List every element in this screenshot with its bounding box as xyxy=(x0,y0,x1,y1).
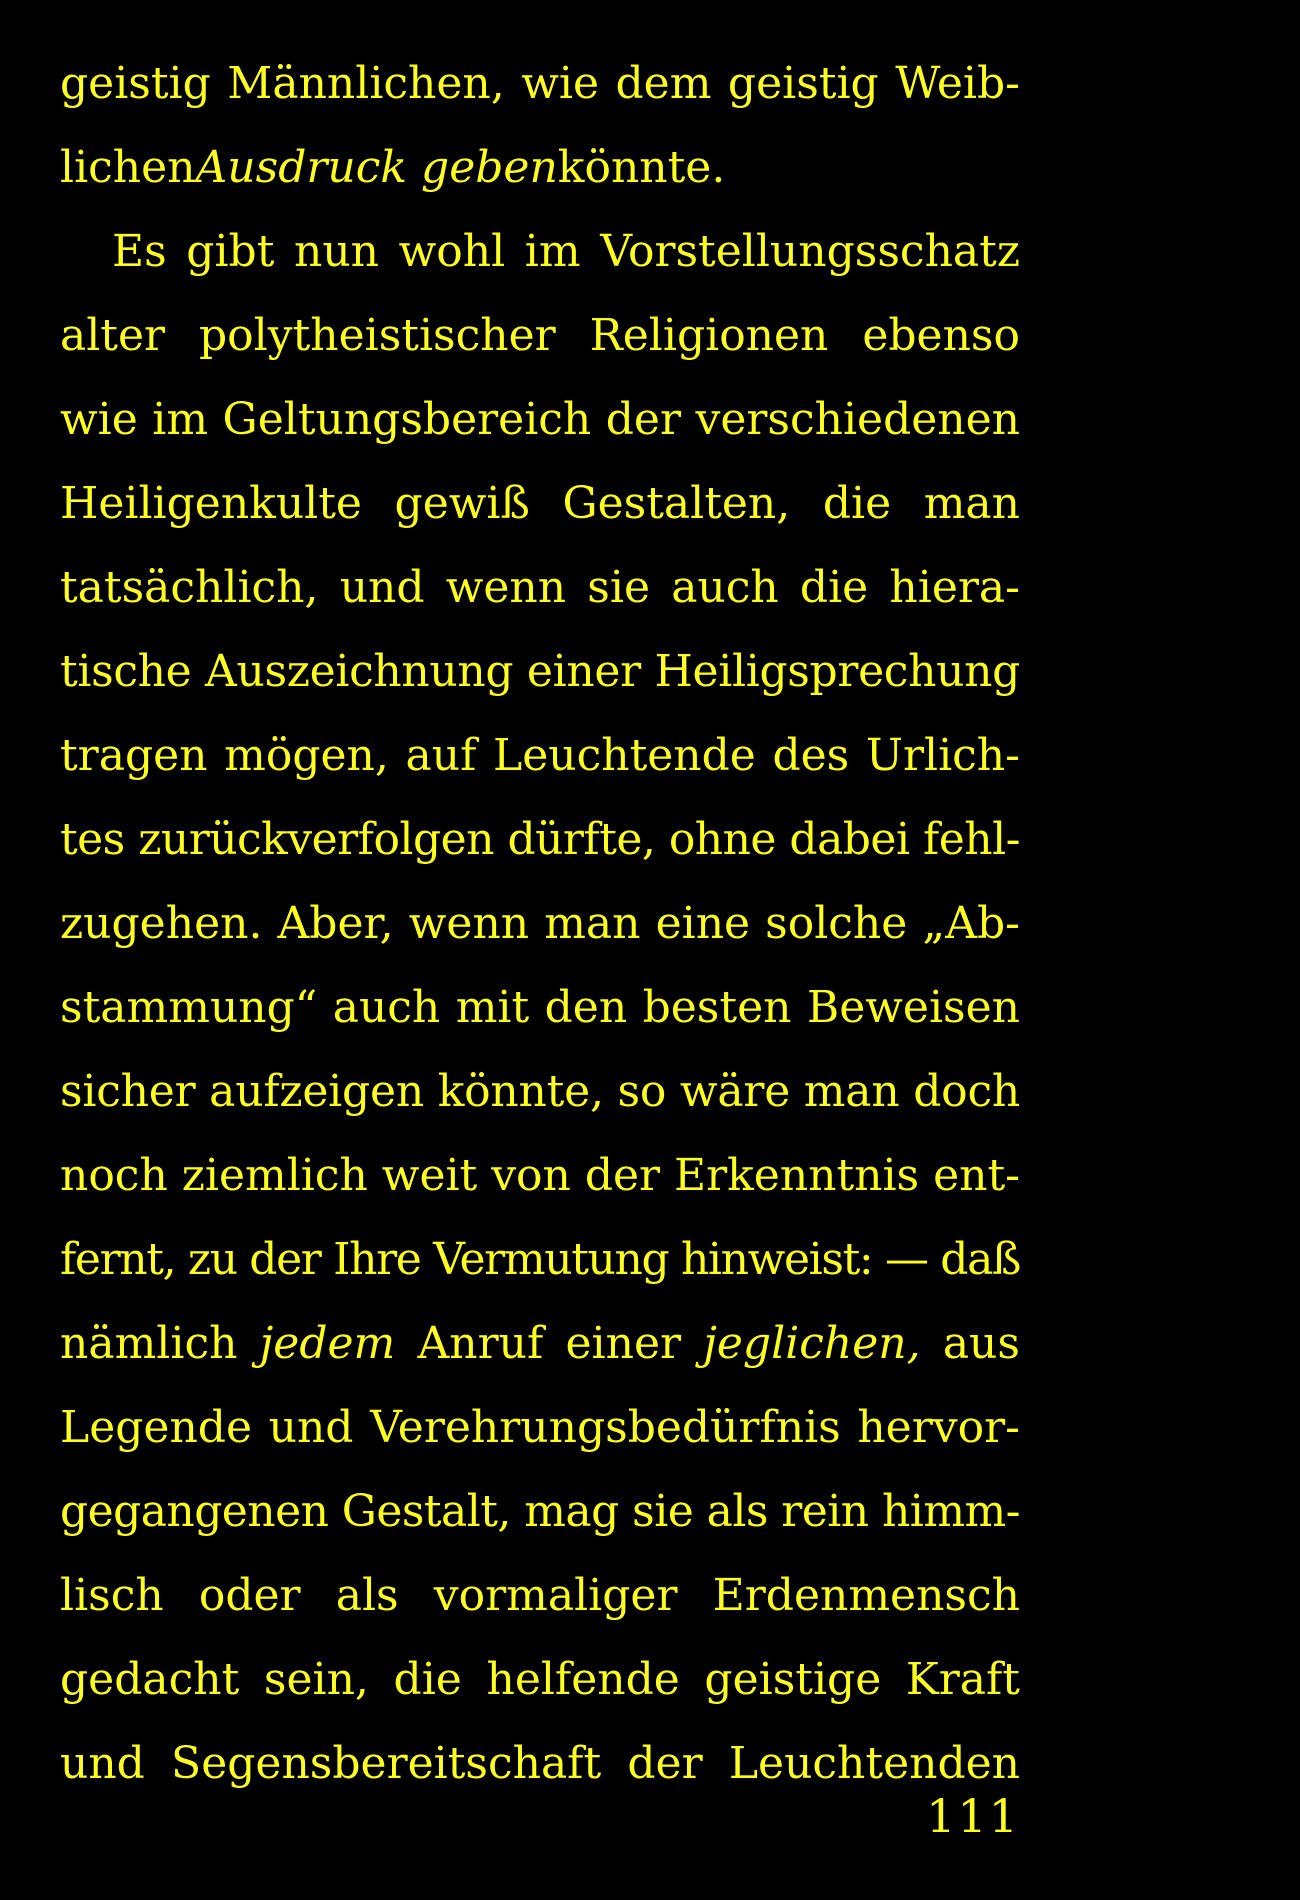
text-line: alter polytheistischer Religionen ebenso xyxy=(60,310,1020,361)
text-line: geistig Männlichen, wie dem geistig Weib- xyxy=(60,58,1020,109)
text-line: lisch oder als vormaliger Erdenmensch xyxy=(60,1570,1020,1621)
paragraph xyxy=(60,210,1020,1806)
text-line: sicher aufzeigen könnte, so wäre man doch xyxy=(60,1066,1020,1117)
text-line: tes zurückverfolgen dürfte, ohne dabei fehl- xyxy=(60,814,1020,865)
paragraph-continued xyxy=(60,42,1020,210)
text-line: Legende und Verehrungsbedürfnis hervor- xyxy=(60,1402,1020,1453)
text-line: wie im Geltungsbereich der verschiedenen xyxy=(60,394,1020,445)
text-line: stammung“ auch mit den besten Beweisen xyxy=(60,982,1020,1033)
italic-run: jeglichen, xyxy=(703,1318,921,1369)
text-run: lichen xyxy=(60,142,196,193)
text-run: aus xyxy=(942,1318,1020,1369)
italic-run: jedem xyxy=(259,1318,396,1369)
italic-run: Ausdruck geben xyxy=(195,142,558,193)
text-line: tatsächlich, und wenn sie auch die hiera- xyxy=(60,562,1020,613)
text-line xyxy=(60,1302,1020,1386)
text-line: gegangenen Gestalt, mag sie als rein himm- xyxy=(60,1486,1020,1537)
text-run: könnte. xyxy=(557,142,726,193)
text-line: gedacht sein, die helfende geistige Kraft xyxy=(60,1654,1020,1705)
text-line: tragen mögen, auf Leuchtende des Urlich- xyxy=(60,730,1020,781)
text-line xyxy=(60,126,1020,210)
body-text xyxy=(60,42,1020,1806)
text-line: tische Auszeichnung einer Heiligsprechung xyxy=(60,646,1020,697)
text-line: noch ziemlich weit von der Erkenntnis ent- xyxy=(60,1150,1020,1201)
text-line: Heiligenkulte gewiß Gestalten, die man xyxy=(60,478,1020,529)
page-number: 111 xyxy=(926,1789,1020,1843)
text-line: fernt, zu der Ihre Vermutung hinweist: — daß xyxy=(60,1234,1020,1285)
text-line: und Segensbereitschaft der Leuchtenden xyxy=(60,1738,1020,1789)
text-line: zugehen. Aber, wenn man eine solche „Ab- xyxy=(60,898,1020,949)
text-run: Anruf einer xyxy=(417,1318,682,1369)
text-line: Es gibt nun wohl im Vorstellungsschatz xyxy=(112,226,1020,277)
text-run: nämlich xyxy=(60,1318,238,1369)
